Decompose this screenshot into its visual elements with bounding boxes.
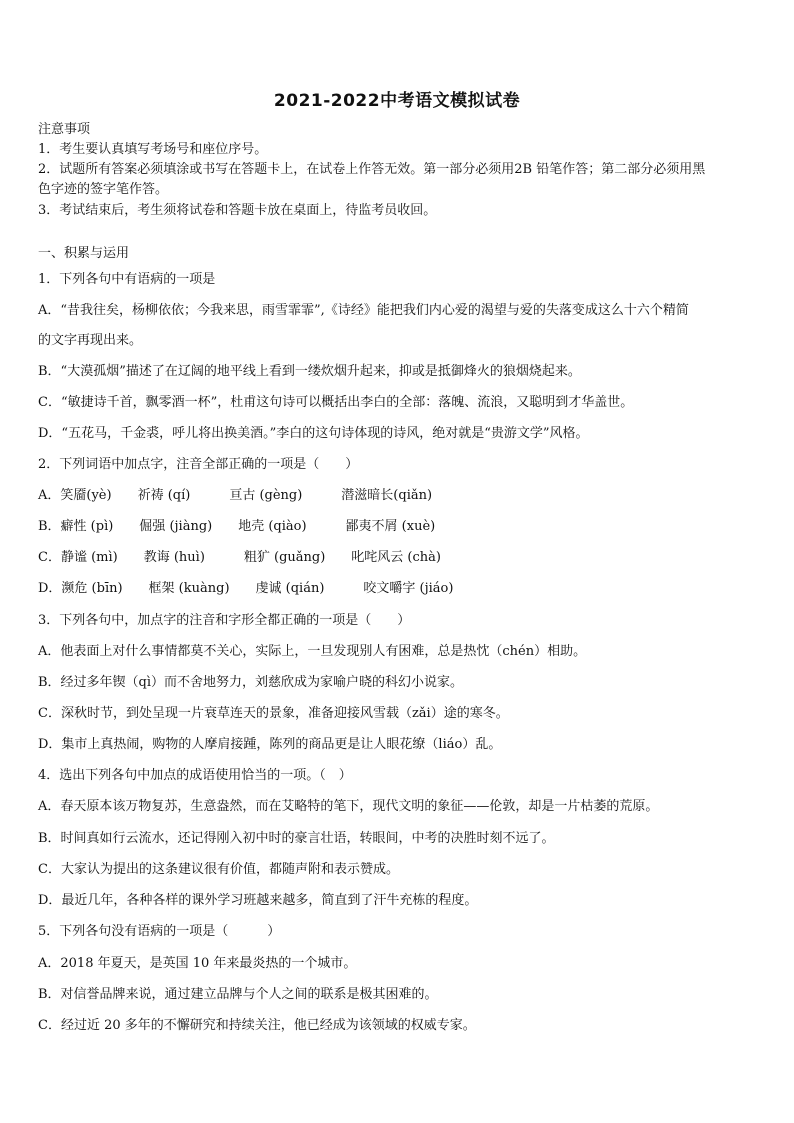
page-title: 2021-2022中考语文模拟试卷 [273, 91, 521, 111]
option-a-continued: 的文字再现出来。 [38, 333, 143, 348]
option-a: A．春天原本该万物复苏，生意盎然，而在艾略特的笔下，现代文明的象征——伦敦，却是一片枯萎的荒原。 [38, 799, 659, 814]
option-b: B．对信誉品牌来说，通过建立品牌与个人之间的联系是极其困难的。 [38, 987, 438, 1002]
question-stem: 4．选出下列各句中加点的成语使用恰当的一项。（ ） [38, 768, 352, 783]
option-d: D．濒危 (bīn) 框架 (kuàng) 虔诚 (qián) 咬文嚼字 (jiáo) [38, 581, 454, 596]
option-c: C．“敏捷诗千首，飘零酒一杯”，杜甫这句诗可以概括出李白的全部：落魄、流浪，又聪明到才华盖世。 [38, 395, 634, 410]
option-b: B．时间真如行云流水，还记得刚入初中时的豪言壮语，转眼间，中考的决胜时刻不远了。 [38, 831, 555, 846]
option-b: B．经过多年锲（qì）而不舍地努力，刘慈欣成为家喻户晓的科幻小说家。 [38, 675, 464, 690]
option-a: A．“昔我往矣，杨柳依依；今我来思，雨雪霏霏”,《诗经》能把我们内心爱的渴望与爱的失落变成这么十六个精简 [38, 303, 689, 318]
option-c: C．深秋时节，到处呈现一片衰草连天的景象，准备迎接风雪载（zǎi）途的寒冬。 [38, 706, 509, 721]
option-a: A．笑靥(yè) 祈祷 (qí) 亘古 (gèng) 潜滋暗长(qiǎn) [38, 488, 433, 503]
question-stem: 1．下列各句中有语病的一项是 [38, 272, 216, 287]
question-stem: 2．下列词语中加点字，注音全部正确的一项是（ ） [38, 457, 359, 472]
option-c: C．经过近 20 多年的不懈研究和持续关注，他已经成为该领域的权威专家。 [38, 1018, 476, 1033]
option-a: A．他表面上对什么事情都莫不关心，实际上，一旦发现别人有困难，总是热忱（chén）相助。 [38, 644, 587, 659]
option-c: C．大家认为提出的这条建议很有价值，都随声附和表示赞成。 [38, 862, 399, 877]
question-stem: 3．下列各句中，加点字的注音和字形全都正确的一项是（ ） [38, 613, 411, 628]
section-heading: 一、积累与运用 [38, 246, 130, 261]
option-b: B．癖性 (pì) 倔强 (jiàng) 地壳 (qiào) 鄙夷不屑 (xuè) [38, 519, 436, 534]
question-stem: 5．下列各句没有语病的一项是（ ） [38, 924, 281, 939]
notice-item: 3．考试结束后，考生须将试卷和答题卡放在桌面上，待监考员收回。 [38, 203, 437, 218]
option-b: B．“大漠孤烟”描述了在辽阔的地平线上看到一缕炊烟升起来，抑或是抵御烽火的狼烟烧起来。 [38, 364, 581, 379]
notice-item: 色字迹的签字笔作答。 [38, 182, 169, 197]
option-a: A．2018 年夏天，是英国 10 年来最炎热的一个城市。 [38, 956, 357, 971]
option-d: D．集市上真热闹，购物的人摩肩接踵，陈列的商品更是让人眼花缭（liáo）乱。 [38, 737, 502, 752]
option-d: D．最近几年，各种各样的课外学习班越来越多，简直到了汗牛充栋的程度。 [38, 893, 478, 908]
notice-heading: 注意事项 [38, 122, 91, 137]
notice-item: 2．试题所有答案必须填涂或书写在答题卡上，在试卷上作答无效。第一部分必须用2B 铅笔作答；第二部分必须用黑 [38, 162, 706, 177]
notice-item: 1．考生要认真填写考场号和座位序号。 [38, 142, 268, 157]
option-d: D．“五花马，千金裘，呼儿将出换美酒。”李白的这句诗体现的诗风，绝对就是“贵游文学”风格。 [38, 426, 589, 441]
option-c: C．静谧 (mì) 教诲 (huì) 粗犷 (guǎng) 叱咤风云 (chà) [38, 550, 441, 565]
